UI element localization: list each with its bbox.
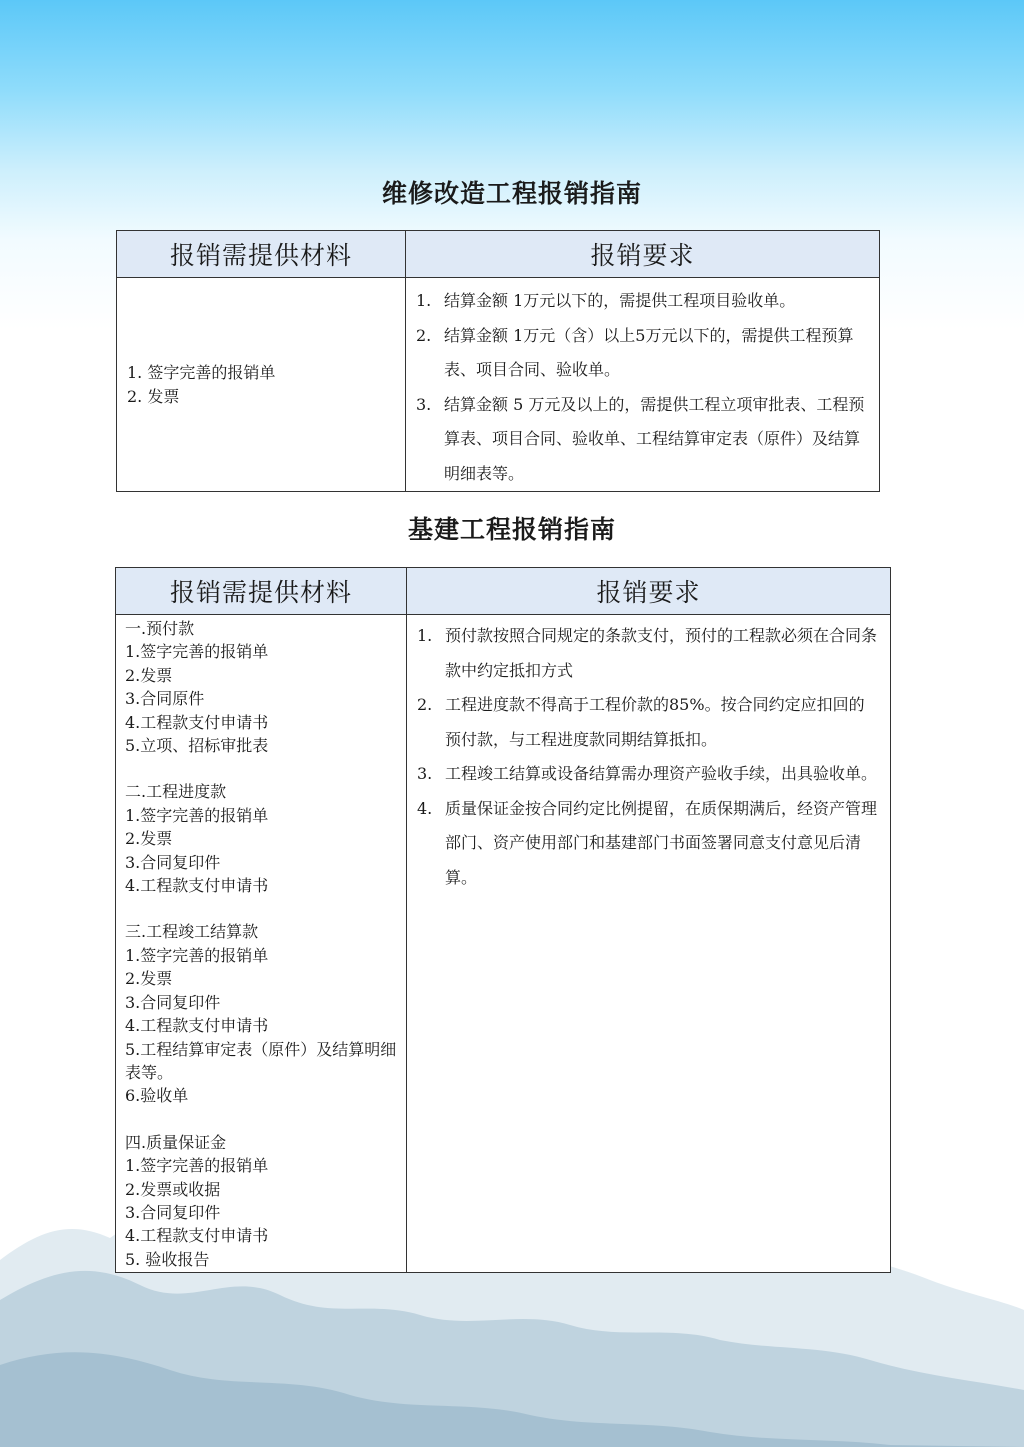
list-item: 2. 发票 <box>127 386 180 406</box>
material-group-progress <box>125 780 406 897</box>
item-text: 预付款按照合同规定的条款支付，预付的工程款必须在合同条款中约定抵扣方式 <box>445 626 878 680</box>
item-number: 1. <box>417 626 433 645</box>
guide2-table <box>115 567 891 1273</box>
list-item: 3.合同复印件 <box>125 992 221 1012</box>
list-item: 1. 签字完善的报销单 <box>127 362 276 382</box>
list-item: 4.工程款支付申请书 <box>125 712 269 732</box>
guide2-title: 基建工程报销指南 <box>407 515 616 544</box>
item-number: 1. <box>416 291 432 310</box>
guide1-header-materials: 报销需提供材料 <box>117 231 406 278</box>
guide1-materials-cell <box>117 278 406 492</box>
item-text: 质量保证金按合同约定比例提留，在质保期满后，经资产管理部门、资产使用部门和基建部门书面签署同意支付意见后清算。 <box>445 798 878 887</box>
guide1-header-requirements: 报销要求 <box>406 231 880 278</box>
list-item: 6.验收单 <box>125 1086 189 1106</box>
item-text: 结算金额 1万元（含）以上5万元以下的，需提供工程预算表、项目合同、验收单。 <box>444 325 854 379</box>
list-item <box>416 284 869 319</box>
material-group-final-settlement <box>125 920 406 1107</box>
material-group-prepayment <box>125 617 406 757</box>
list-item: 4.工程款支付申请书 <box>125 876 269 896</box>
list-item: 2.发票 <box>125 829 173 849</box>
item-text: 工程竣工结算或设备结算需办理资产验收手续，出具验收单。 <box>445 764 878 783</box>
list-item <box>417 619 880 688</box>
guide2-materials-cell <box>116 615 407 1273</box>
item-text: 工程进度款不得高于工程价款的85%。按合同约定应扣回的预付款，与工程进度款同期结算抵扣。 <box>445 695 865 749</box>
list-item: 3.合同复印件 <box>125 1202 221 1222</box>
list-item <box>417 688 880 757</box>
item-number: 4. <box>417 798 433 818</box>
group-title: 三.工程竣工结算款 <box>125 922 259 942</box>
list-item: 4.工程款支付申请书 <box>125 1016 269 1036</box>
list-item: 2.发票或收据 <box>125 1179 221 1199</box>
list-item: 1.签字完善的报销单 <box>125 945 269 965</box>
guide1-materials-list <box>127 361 405 409</box>
guide1-table <box>116 230 880 492</box>
list-item: 4.工程款支付申请书 <box>125 1226 269 1246</box>
guide2-requirements-list <box>417 619 880 895</box>
list-item: 5.立项、招标审批表 <box>125 736 269 756</box>
list-item <box>417 757 880 792</box>
list-item: 3.合同复印件 <box>125 852 221 872</box>
guide2-header-requirements: 报销要求 <box>407 568 891 615</box>
item-number: 2. <box>417 695 433 714</box>
group-title: 二.工程进度款 <box>125 782 227 802</box>
item-number: 3. <box>416 394 432 414</box>
list-item: 1.签字完善的报销单 <box>125 1156 269 1176</box>
list-item: 5.工程结算审定表（原件）及结算明细表等。 <box>125 1039 397 1082</box>
list-item: 2.发票 <box>125 665 173 685</box>
list-item: 1.签字完善的报销单 <box>125 642 269 662</box>
group-title: 一.预付款 <box>125 619 195 638</box>
guide2-requirements-cell <box>407 615 891 1273</box>
list-item <box>417 792 880 896</box>
list-item <box>416 388 869 492</box>
guide1-requirements-list <box>416 284 869 491</box>
list-item: 1.签字完善的报销单 <box>125 805 269 825</box>
group-title: 四.质量保证金 <box>125 1132 227 1152</box>
material-group-warranty <box>125 1131 406 1271</box>
list-item <box>416 319 869 388</box>
item-number: 2. <box>416 325 432 345</box>
item-number: 3. <box>417 764 433 783</box>
list-item: 5. 验收报告 <box>125 1249 210 1269</box>
list-item: 3.合同原件 <box>125 689 205 709</box>
list-item: 2.发票 <box>125 969 173 989</box>
item-text: 结算金额 5 万元及以上的，需提供工程立项审批表、工程预算表、项目合同、验收单、工程结算审定表（原件）及结算明细表等。 <box>444 394 865 483</box>
guide1-requirements-cell <box>406 278 880 492</box>
item-text: 结算金额 1万元以下的，需提供工程项目验收单。 <box>444 291 796 310</box>
guide2-header-materials: 报销需提供材料 <box>116 568 407 615</box>
guide1-title: 维修改造工程报销指南 <box>381 179 642 208</box>
